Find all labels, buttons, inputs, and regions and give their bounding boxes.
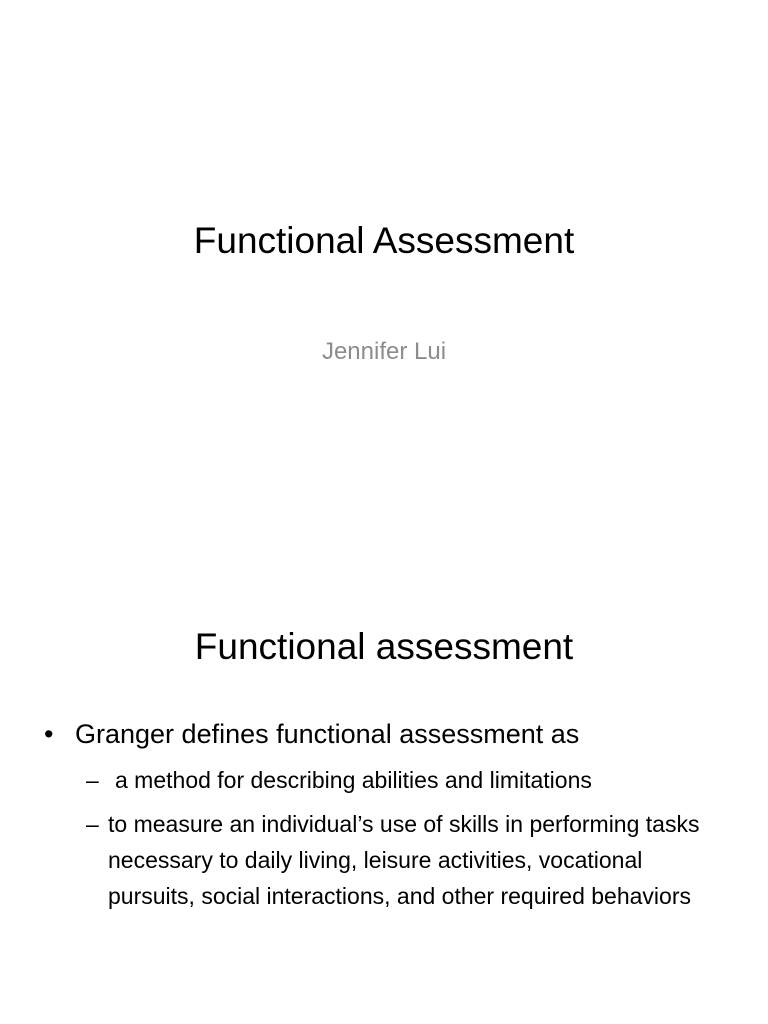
bullet-item [44,716,744,752]
slide-heading: Functional assessment [194,626,574,667]
dash-marker: – [86,811,99,837]
sub-bullet-item [86,806,726,914]
sub-bullet-text: to measure an individual’s use of skills in performing tasks necessary to daily living, leisure activities, vocational pursuits, social interactions, and other required behaviors [108,811,700,909]
sub-bullet-item [86,762,726,798]
bullet-marker: • [44,719,54,749]
slide-title: Functional Assessment [193,220,575,261]
content-slide [0,576,768,1024]
dash-marker: – [86,767,99,793]
sub-bullet-text: a method for describing abilities and limitations [115,767,592,793]
bullet-text: Granger defines functional assessment as [75,719,580,749]
slide-subtitle: Jennifer Lui [321,338,447,365]
